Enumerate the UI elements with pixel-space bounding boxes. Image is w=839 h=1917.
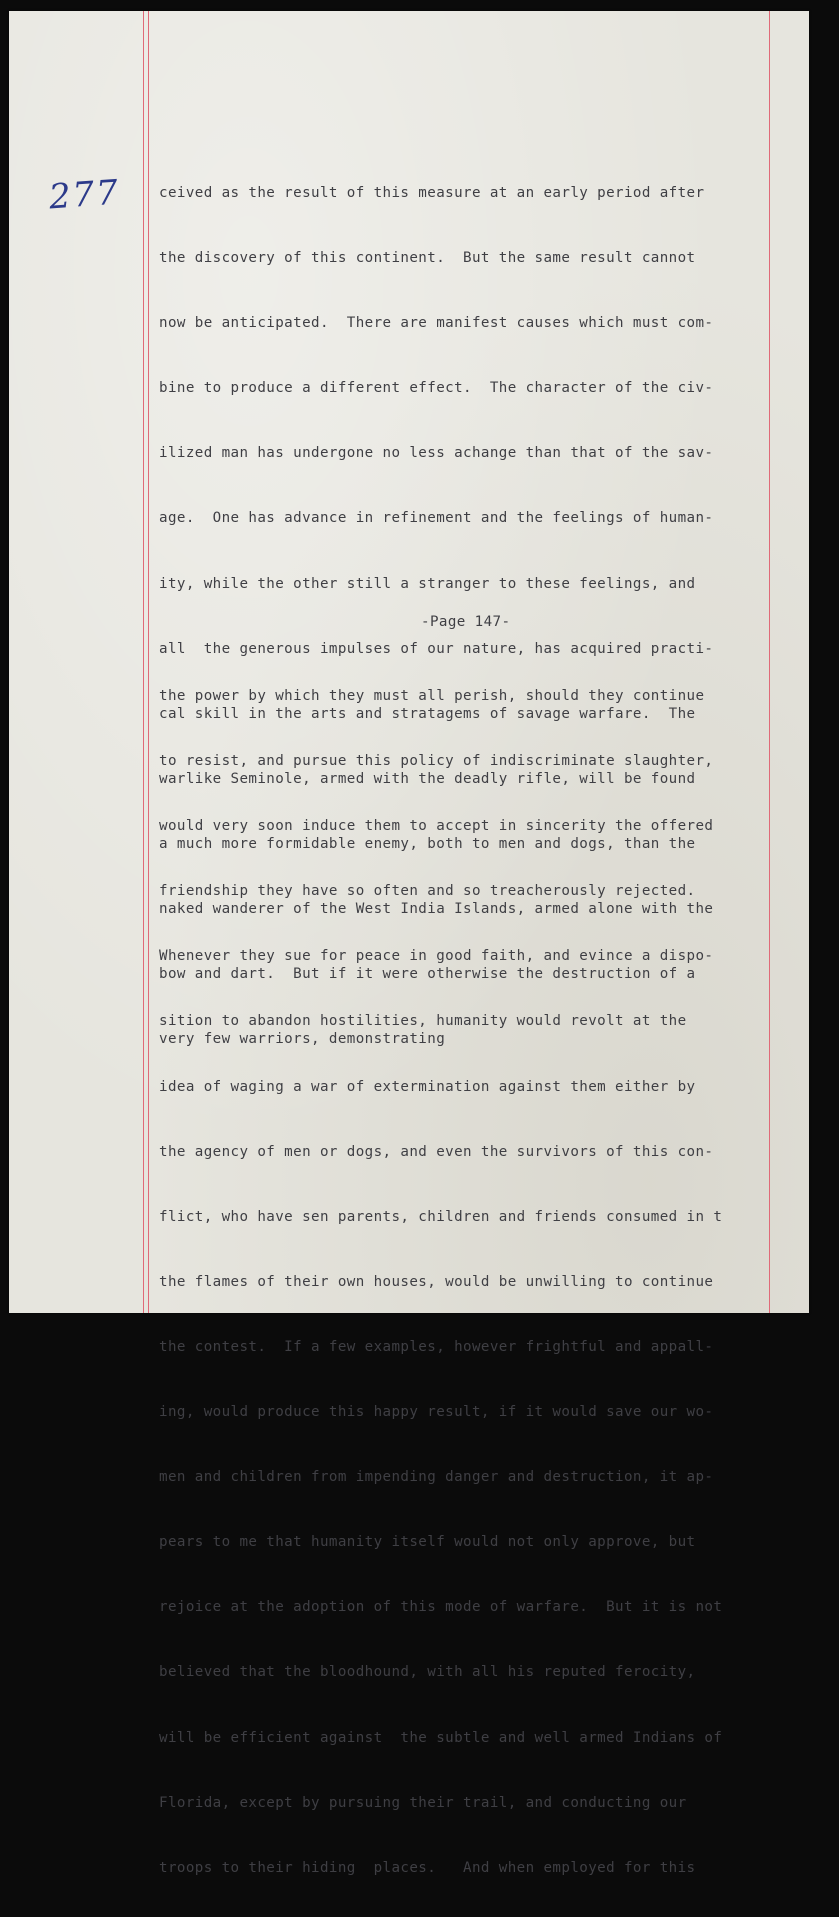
text-line: naked wanderer of the West India Islands, armed alone with the	[159, 901, 714, 918]
text-line: the contest. If a few examples, however frightful and appall-	[159, 1338, 714, 1355]
handwritten-folio-number: 277	[47, 172, 122, 218]
text-line: warlike Seminole, armed with the deadly rifle, will be found	[159, 770, 696, 787]
text-line: now be anticipated. There are manifest causes which must com-	[159, 315, 714, 332]
text-line: Whenever they sue for peace in good faith, and evince a dispo-	[159, 948, 714, 965]
text-line: the agency of men or dogs, and even the survivors of this con-	[159, 1143, 714, 1160]
paragraph-bottom	[159, 648, 722, 1917]
left-margin-rule	[143, 11, 144, 1313]
text-line: men and children from impending danger and destruction, it ap-	[159, 1469, 714, 1486]
text-line: friendship they have so often and so treacherously rejected.	[159, 883, 696, 900]
text-line: ity, while the other still a stranger to these feelings, and	[159, 575, 696, 592]
left-margin-rule-inner	[148, 11, 149, 1313]
text-line: the discovery of this continent. But the same result cannot	[159, 250, 696, 267]
text-line: rejoice at the adoption of this mode of warfare. But it is not	[159, 1599, 723, 1616]
text-line: Florida, except by pursuing their trail, and conducting our	[159, 1794, 687, 1811]
text-line: will be efficient against the subtle and well armed Indians of	[159, 1729, 723, 1746]
text-line: ilized man has undergone no less achange than that of the sav-	[159, 445, 714, 462]
text-line: would very soon induce them to accept in sincerity the offered	[159, 818, 714, 835]
text-line: the power by which they must all perish, should they continue	[159, 688, 705, 704]
typewritten-page	[9, 11, 809, 1876]
text-line: cal skill in the arts and stratagems of savage warfare. The	[159, 705, 696, 722]
text-line: bine to produce a different effect. The character of the civ-	[159, 380, 714, 397]
page-marker: -Page 147-	[421, 614, 511, 630]
text-line: ceived as the result of this measure at an early period after	[159, 185, 705, 201]
text-line: a much more formidable enemy, both to men and dogs, than the	[159, 835, 696, 852]
text-line: idea of waging a war of extermination against them either by	[159, 1078, 696, 1095]
right-margin-rule	[769, 11, 770, 1313]
text-line: ing, would produce this happy result, if it would save our wo-	[159, 1404, 714, 1421]
text-line: sition to abandon hostilities, humanity would revolt at the	[159, 1013, 687, 1030]
text-line: pears to me that humanity itself would not only approve, but	[159, 1534, 696, 1551]
text-line: bow and dart. But if it were otherwise the destruction of a	[159, 966, 696, 983]
text-line: the flames of their own houses, would be unwilling to continue	[159, 1273, 714, 1290]
text-line: flict, who have sen parents, children and friends consumed in t	[159, 1208, 723, 1225]
text-line: to resist, and pursue this policy of indiscriminate slaughter,	[159, 753, 714, 770]
text-line: age. One has advance in refinement and the feelings of human-	[159, 510, 714, 527]
text-line: troops to their hiding places. And when employed for this	[159, 1859, 696, 1876]
text-line: all the generous impulses of our nature, has acquired practi-	[159, 640, 714, 657]
text-line: believed that the bloodhound, with all his reputed ferocity,	[159, 1664, 696, 1681]
text-line: very few warriors, demonstrating	[159, 1031, 446, 1048]
